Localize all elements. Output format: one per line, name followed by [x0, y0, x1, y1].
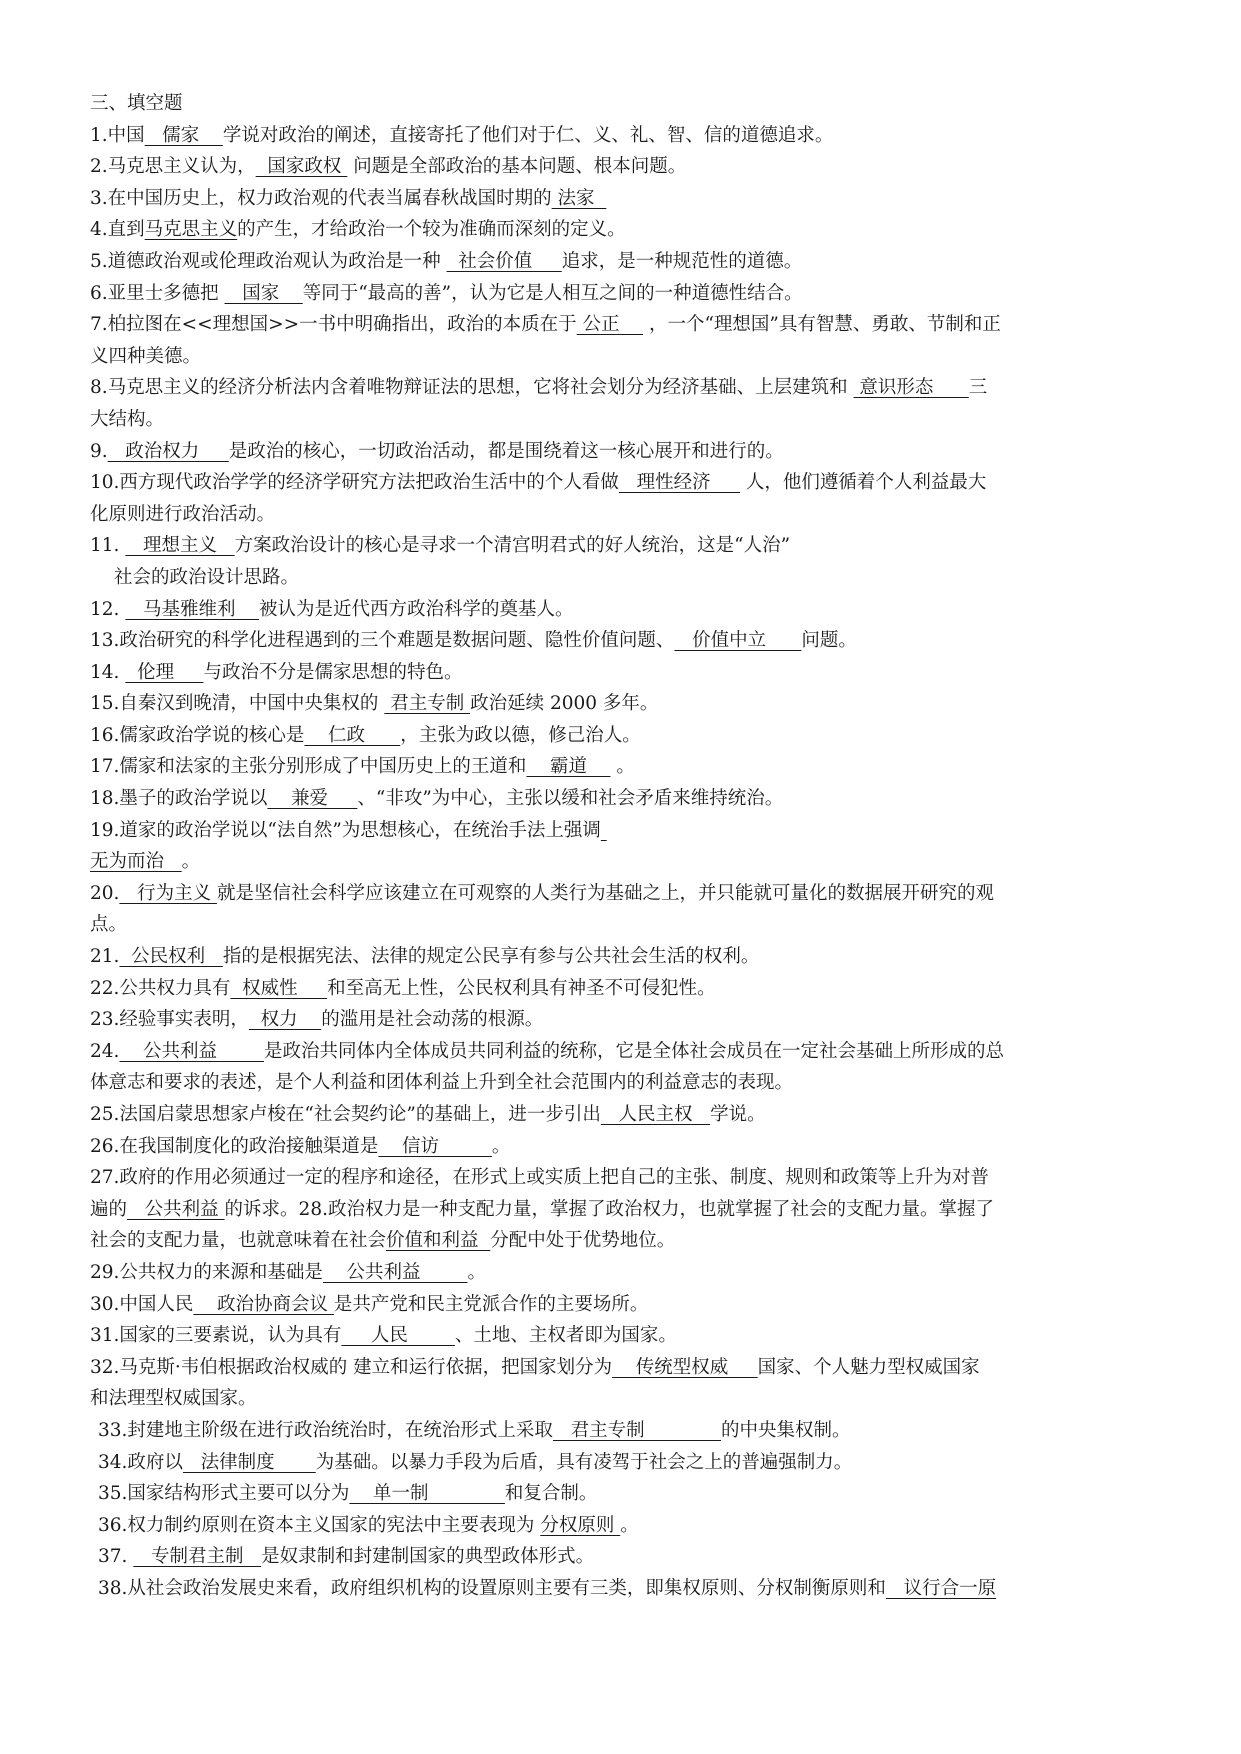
answer-blank: 国家政权 — [255, 156, 348, 178]
question-line — [90, 530, 1158, 562]
question-text: 和法理型权威国家。 — [90, 1388, 257, 1410]
question-text: 19.道家的政治学说以“法自然”为思想核心，在统治手法上强调 — [90, 819, 601, 841]
question-line — [90, 1573, 1158, 1605]
answer-blank: 君主专制 — [552, 1419, 722, 1441]
question-text: 为基础。以暴力手段为后盾，具有凌驾于社会之上的普遍强制力。 — [315, 1451, 853, 1473]
question-line — [90, 1004, 1158, 1036]
question-line — [90, 594, 1158, 626]
question-text: 是奴隶制和封建制国家的典型政体形式。 — [261, 1546, 595, 1568]
question-text: 大结构。 — [90, 408, 165, 430]
question-text: 追求，是一种规范性的道德。 — [561, 250, 803, 272]
question-text: 问题是全部政治的基本问题、根本问题。 — [347, 156, 687, 178]
question-text: 三、填空题 — [90, 93, 183, 114]
question-line — [90, 941, 1158, 973]
question-text: 分配中处于优势地位。 — [490, 1230, 676, 1252]
question-line — [90, 562, 1158, 594]
answer-blank: 公共利益 — [322, 1261, 468, 1283]
question-text: 15.自秦汉到晚清，中国中央集权的 — [90, 693, 385, 715]
question-line — [90, 625, 1158, 657]
question-line — [90, 751, 1158, 783]
question-text: 问题。 — [801, 630, 857, 652]
question-line — [90, 183, 1158, 215]
question-line — [90, 372, 1158, 404]
question-text: 21. — [90, 946, 120, 968]
question-text: 36.权力制约原则在资本主义国家的宪法中主要表现为 — [98, 1514, 541, 1536]
question-line — [90, 467, 1158, 499]
question-line — [90, 657, 1158, 689]
answer-blank: 公共利益 — [127, 1198, 225, 1220]
question-line — [90, 1099, 1158, 1131]
question-text: 点。 — [90, 914, 128, 936]
question-text: 34.政府以 — [98, 1451, 183, 1473]
answer-blank: 无为而治 — [90, 851, 182, 873]
question-text: 14. — [90, 661, 126, 683]
question-line — [90, 88, 1158, 120]
question-line — [90, 1289, 1158, 1321]
answer-blank: 马基雅维利 — [125, 598, 259, 620]
question-line — [90, 973, 1158, 1005]
question-text: 31.国家的三要素说，认为具有 — [90, 1325, 342, 1347]
question-line — [90, 1067, 1158, 1099]
question-line — [90, 1541, 1158, 1573]
question-text: 11. — [90, 535, 126, 557]
question-text: 是政治共同体内全体成员共同利益的统称，它是全体社会成员在一定社会基础上所形成的总 — [264, 1040, 1005, 1062]
question-line — [90, 688, 1158, 720]
answer-blank: 伦理 — [125, 661, 204, 683]
answer-blank: 霸道 — [526, 756, 611, 778]
answer-blank: 单一制 — [349, 1483, 505, 1505]
question-text: 的诉求。28.政治权力是一种支配力量，掌握了政治权力，也就掌握了社会的支配力量。掌握了 — [224, 1198, 994, 1220]
answer-blank: 价值和利益 — [386, 1230, 491, 1252]
question-line — [90, 815, 1158, 847]
answer-blank: 权力 — [248, 1009, 322, 1031]
question-text: 。 — [610, 756, 635, 778]
question-text: 10.西方现代政治学学的经济学研究方法把政治生活中的个人看做 — [90, 472, 619, 494]
question-line — [90, 1320, 1158, 1352]
question-text: 学说对政治的阐述，直接寄托了他们对于仁、义、礼、智、信的道德追求。 — [222, 124, 834, 146]
question-text: 与政治不分是儒家思想的特色。 — [203, 661, 463, 683]
question-text: 的产生，才给政治一个较为准确而深刻的定义。 — [237, 219, 626, 241]
question-line — [90, 278, 1158, 310]
question-line — [90, 1225, 1158, 1257]
question-line — [90, 846, 1158, 878]
question-line — [90, 1447, 1158, 1479]
question-line — [90, 436, 1158, 468]
question-text: 政治延续 2000 多年。 — [470, 693, 659, 715]
question-line — [90, 720, 1158, 752]
question-line — [90, 246, 1158, 278]
answer-blank: 政治权力 — [107, 440, 229, 462]
question-text: 是政治的核心，一切政治活动，都是围绕着这一核心展开和进行的。 — [228, 440, 784, 462]
question-text: 24. — [90, 1040, 120, 1062]
question-text: 38.从社会政治发展史来看，政府组织机构的设置原则主要有三类，即集权原则、分权制衡原则和 — [98, 1577, 886, 1599]
question-line — [90, 1131, 1158, 1163]
question-text: 。 — [467, 1261, 487, 1283]
question-text: 的滥用是社会动荡的根源。 — [321, 1009, 544, 1031]
question-line — [90, 1036, 1158, 1068]
question-text: 23.经验事实表明， — [90, 1009, 249, 1031]
answer-blank: 社会价值 — [446, 250, 562, 272]
question-text: 被认为是近代西方政治科学的奠基人。 — [258, 598, 574, 620]
question-line — [90, 1510, 1158, 1542]
question-text: 体意志和要求的表述，是个人利益和团体利益上升到全社会范围内的利益意志的表现。 — [90, 1072, 794, 1094]
answer-blank: 意识形态 — [853, 377, 969, 399]
question-line — [90, 404, 1158, 436]
answer-blank: 法律制度 — [182, 1451, 316, 1473]
answer-blank: 议行合一原 — [885, 1577, 997, 1599]
answer-blank: 公正 — [576, 314, 644, 336]
answer-blank: 理性经济 — [618, 472, 740, 494]
question-line — [90, 1383, 1158, 1415]
question-text: 学说。 — [710, 1104, 766, 1125]
question-text: 33.封建地主阶级在进行政治统治时，在统治形式上采取 — [98, 1419, 553, 1441]
question-text: 1.中国 — [90, 124, 145, 146]
question-text: 方案政治设计的核心是寻求一个清宫明君式的好人统治，这是“人治” — [234, 535, 791, 557]
question-line — [90, 1194, 1158, 1226]
question-line — [90, 1352, 1158, 1384]
answer-blank: 信访 — [378, 1135, 492, 1157]
question-text: 。 — [491, 1135, 511, 1157]
question-line — [90, 309, 1158, 341]
question-text: 社会的政治设计思路。 — [114, 566, 300, 588]
question-text: 指的是根据宪法、法律的规定公民享有参与公共社会生活的权利。 — [222, 946, 760, 968]
answer-blank: 公共利益 — [119, 1040, 264, 1062]
question-text: 和至高无上性，公民权利具有神圣不可侵犯性。 — [327, 977, 716, 999]
question-text: 。 — [181, 851, 201, 873]
question-text: 27.政府的作用必须通过一定的程序和途径，在形式上或实质上把自己的主张、制度、规则和政策等上升为对普 — [90, 1167, 989, 1189]
question-text: 20. — [90, 882, 120, 904]
answer-blank: 兼爱 — [267, 788, 358, 810]
question-text: ，一个“理想国”具有智慧、勇敢、节制和正 — [643, 314, 1001, 336]
question-text: 义四种美德。 — [90, 345, 202, 367]
answer-blank: 儒家 — [144, 124, 223, 146]
question-line — [90, 1162, 1158, 1194]
question-text: 29.公共权力的来源和基础是 — [90, 1261, 323, 1283]
question-text: 三 — [968, 377, 988, 399]
document-body — [90, 88, 1158, 1605]
question-line — [90, 341, 1158, 373]
question-text: 。 — [620, 1514, 639, 1536]
question-text: 6.亚里士多德把 — [90, 282, 225, 304]
answer-blank: 理想主义 — [125, 535, 235, 557]
question-text: 25.法国启蒙思想家卢梭在“社会契约论”的基础上，进一步引出 — [90, 1104, 601, 1125]
answer-blank: 法家 — [551, 187, 607, 209]
answer-blank: 政治协商会议 — [193, 1293, 334, 1315]
question-text: 遍的 — [90, 1198, 128, 1220]
answer-blank: 公民权利 — [119, 946, 223, 968]
question-text: 5.道德政治观或伦理政治观认为政治是一种 — [90, 250, 447, 272]
question-text: 是共产党和民主党派合作的主要场所。 — [333, 1293, 649, 1315]
question-text: 30.中国人民 — [90, 1293, 194, 1315]
question-text: 18.墨子的政治学说以 — [90, 788, 268, 810]
question-text: 的中央集权制。 — [721, 1419, 851, 1441]
answer-blank: 人民 — [341, 1325, 455, 1347]
question-line — [90, 878, 1158, 910]
question-text: 、“非攻”为中心，主张以缓和社会矛盾来维持统治。 — [357, 788, 784, 810]
question-text: 22.公共权力具有 — [90, 977, 231, 999]
question-line — [90, 1415, 1158, 1447]
answer-blank: 仁政 — [304, 724, 401, 746]
question-text: 和复合制。 — [504, 1483, 598, 1505]
question-line — [90, 909, 1158, 941]
question-text: 、土地、主权者即为国家。 — [454, 1325, 677, 1347]
question-line — [90, 151, 1158, 183]
answer-blank: 传统型权威 — [612, 1356, 758, 1378]
question-text: 17.儒家和法家的主张分别形成了中国历史上的王道和 — [90, 756, 527, 778]
question-text: ，主张为政以德，修己治人。 — [400, 724, 641, 746]
question-line — [90, 499, 1158, 531]
question-line — [90, 214, 1158, 246]
question-text: 26.在我国制度化的政治接触渠道是 — [90, 1135, 379, 1157]
question-line — [90, 1257, 1158, 1289]
answer-blank: 分权原则 — [540, 1514, 621, 1536]
question-text: 就是坚信社会科学应该建立在可观察的人类行为基础之上，并只能就可量化的数据展开研究的观 — [216, 882, 994, 904]
question-text: 9. — [90, 440, 108, 462]
question-text: 7.柏拉图在<<理想国>>一书中明确指出，政治的本质在于 — [90, 314, 577, 336]
answer-blank: 专制君主制 — [133, 1546, 262, 1568]
question-text: 13.政治研究的科学化进程遇到的三个难题是数据问题、隐性价值问题、 — [90, 630, 675, 652]
answer-blank: 人民主权 — [600, 1104, 711, 1125]
question-text: 32.马克斯·韦伯根据政治权威的 建立和运行依据，把国家划分为 — [90, 1356, 613, 1378]
answer-blank: 国家 — [224, 282, 303, 304]
question-line — [90, 120, 1158, 152]
question-text: 2.马克思主义认为， — [90, 156, 256, 178]
answer-blank: 权威性 — [230, 977, 328, 999]
answer-blank: 行为主义 — [119, 882, 217, 904]
answer-blank: 君主专制 — [384, 693, 471, 715]
question-text: 35.国家结构形式主要可以分为 — [98, 1483, 350, 1505]
question-text: 社会的支配力量，也就意味着在社会 — [90, 1230, 387, 1252]
question-text: 12. — [90, 598, 126, 620]
question-text: 37. — [98, 1546, 134, 1568]
question-text: 8.马克思主义的经济分析法内含着唯物辩证法的思想，它将社会划分为经济基础、上层建筑和 — [90, 377, 854, 399]
question-text: 4.直到 — [90, 219, 145, 241]
question-text: 人，他们遵循着个人利益最大 — [739, 472, 987, 494]
question-line — [90, 1478, 1158, 1510]
answer-blank: 马克思主义 — [144, 219, 238, 241]
question-text: 16.儒家政治学说的核心是 — [90, 724, 305, 746]
question-text: 等同于“最高的善”，认为它是人相互之间的一种道德性结合。 — [302, 282, 803, 304]
question-text: 3.在中国历史上，权力政治观的代表当属春秋战国时期的 — [90, 187, 552, 209]
question-text: 化原则进行政治活动。 — [90, 503, 276, 525]
answer-blank: 价值中立 — [674, 630, 802, 652]
answer-blank — [601, 820, 607, 841]
question-line — [90, 783, 1158, 815]
question-text: 国家、个人魅力型权威国家 — [757, 1356, 980, 1378]
